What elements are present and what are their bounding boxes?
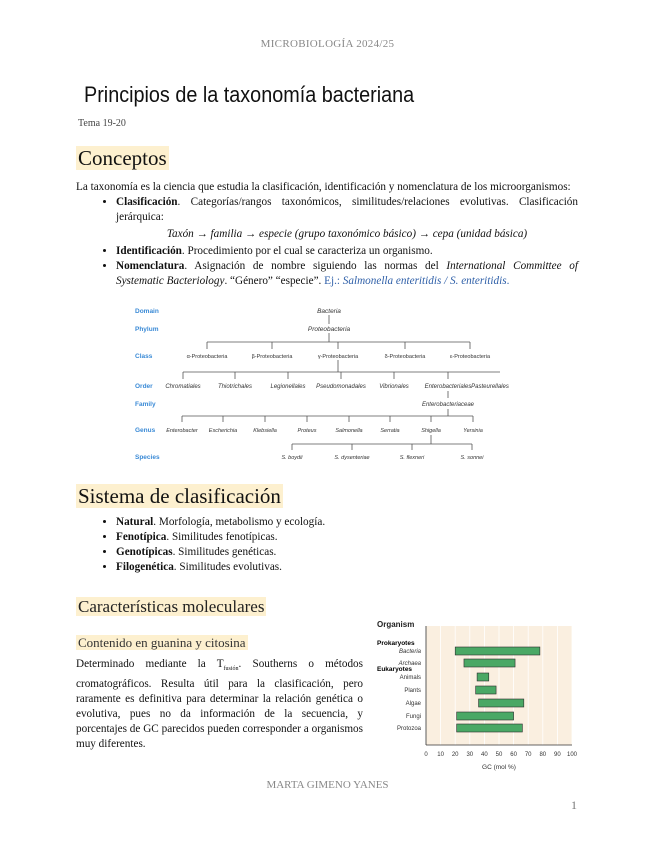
bar-archaea bbox=[464, 659, 515, 667]
x-tick-label: 60 bbox=[510, 752, 517, 758]
taxon-genus: Escherichia bbox=[208, 428, 238, 434]
x-tick-label: 100 bbox=[566, 752, 578, 758]
x-tick-label: 10 bbox=[437, 752, 444, 758]
taxon-order: Vibrionales bbox=[379, 384, 409, 390]
taxon-species: S. sonnei bbox=[460, 455, 484, 461]
group-label: Prokaryotes bbox=[377, 640, 415, 647]
x-axis-label: GC (mol %) bbox=[482, 764, 516, 771]
hierarchy-line: Taxón → familia → especie (grupo taxonómico básico) → cepa (unidad básica) bbox=[166, 228, 528, 240]
taxon-genus: Salmonella bbox=[335, 428, 363, 434]
section-heading-moleculares: Características moleculares bbox=[78, 597, 265, 616]
gc-content-chart bbox=[370, 612, 585, 772]
list-item: • Filogenética. Similitudes evolutivas. bbox=[116, 560, 578, 575]
taxon-class: γ-Proteobacteria bbox=[317, 354, 359, 360]
taxon-order: Pseudomonadales bbox=[316, 384, 366, 390]
x-tick-label: 40 bbox=[481, 752, 488, 758]
rank-label: Class bbox=[135, 353, 153, 360]
gc-paragraph: Determinado mediante la $T_{fusión}$. Southerns o métodos cromatográficos. Resulta útil para la clasificación, pero raramente es definitiva para determinar la relación genética o evolutiva, pues no da información de la secuencia, y porcentajes de GC parecidos pueden corresponder a organismos muy diferentes. bbox=[76, 658, 363, 751]
bar-animals bbox=[477, 673, 489, 681]
group-label: Eukaryotes bbox=[377, 666, 413, 673]
category-label: Plants bbox=[404, 688, 421, 694]
rank-label: Genus bbox=[135, 427, 156, 434]
taxon-order: Chromatiales bbox=[165, 384, 201, 390]
page-number: 1 bbox=[571, 798, 577, 812]
rank-label: Domain bbox=[135, 308, 159, 315]
taxon-genus: Yersinia bbox=[463, 428, 483, 434]
taxon-order: Thiotrichales bbox=[217, 384, 253, 390]
rank-label: Order bbox=[135, 383, 153, 390]
category-label: Animals bbox=[399, 675, 421, 681]
section-heading-conceptos: Conceptos bbox=[78, 146, 167, 170]
bar-bacteria bbox=[455, 647, 540, 655]
section-heading-sistema: Sistema de clasificación bbox=[78, 484, 281, 508]
list-item: • Identificación. Procedimiento por el cual se caracteriza un organismo. bbox=[116, 244, 578, 259]
list-item: • Genotípicas. Similitudes genéticas. bbox=[116, 545, 578, 560]
taxon-class: β-Proteobacteria bbox=[251, 354, 293, 360]
taxon-genus: Serratia bbox=[380, 428, 400, 434]
bar-plants bbox=[476, 686, 496, 694]
list-item: • Natural. Morfología, metabolismo y ecología. bbox=[116, 515, 578, 530]
taxonomy-diagram bbox=[120, 300, 510, 475]
taxon-order: Pasteurellales bbox=[471, 384, 509, 390]
taxon-genus: Proteus bbox=[297, 428, 317, 434]
taxon-order: Enterobacteriales bbox=[424, 384, 472, 390]
subsection-heading-gc: Contenido en guanina y citosina bbox=[78, 635, 246, 650]
x-tick-label: 0 bbox=[424, 752, 428, 758]
list-item: • Clasificación. Categorías/rangos taxonómicos, similitudes/relaciones evolutivas. Clasificación jerárquica: Taxón → familia → especie (grupo taxonómico básico) → cepa (unidad básica) bbox=[116, 195, 578, 242]
bar-algae bbox=[479, 699, 524, 707]
taxon-family: Enterobacteriaceae bbox=[421, 402, 475, 408]
taxon-class: ε-Proteobacteria bbox=[449, 354, 491, 360]
category-label: Bacteria bbox=[398, 649, 421, 655]
list-item: • Nomenclatura. Asignación de nombre siguiendo las normas del International Committee of Systematic Bacteriology. “Género” “especie”. Ej.: Salmonella enteritidis / S. enteritidis. bbox=[116, 259, 578, 289]
x-tick-label: 70 bbox=[524, 752, 532, 758]
intro-paragraph: La taxonomía es la ciencia que estudia la clasificación, identificación y nomenclatura de los microorganismos: bbox=[76, 181, 571, 193]
x-tick-label: 90 bbox=[554, 752, 561, 758]
x-tick-label: 50 bbox=[495, 752, 503, 758]
rank-label: Family bbox=[135, 401, 156, 408]
rank-label: Phylum bbox=[135, 326, 159, 333]
x-tick-label: 30 bbox=[466, 752, 474, 758]
category-label: Algae bbox=[405, 701, 421, 707]
category-label: Protozoa bbox=[396, 726, 421, 732]
list-item: • Fenotípica. Similitudes fenotípicas. bbox=[116, 530, 578, 545]
taxon-phylum: Proteobacteria bbox=[307, 326, 351, 333]
taxon-genus: Enterobacter bbox=[166, 428, 198, 434]
taxon-genus: Klebsiella bbox=[253, 428, 277, 434]
rank-label: Species bbox=[135, 454, 160, 461]
chart-title: Organism bbox=[377, 620, 415, 629]
page-header: MICROBIOLOGÍA 2024/25 bbox=[260, 38, 395, 50]
bar-fungi bbox=[457, 712, 514, 720]
category-label: Archaea bbox=[398, 661, 421, 667]
page-title: Principios de la taxonomía bacteriana bbox=[84, 82, 415, 107]
topic-label: Tema 19-20 bbox=[78, 118, 126, 129]
x-tick-label: 80 bbox=[539, 752, 547, 758]
taxon-order: Legionellales bbox=[270, 384, 306, 390]
conceptos-body bbox=[76, 180, 578, 289]
taxon-species: S. dysenteriae bbox=[334, 455, 370, 461]
bar-protozoa bbox=[457, 724, 523, 732]
page-footer: MARTA GIMENO YANES bbox=[266, 779, 389, 791]
taxon-species: S. flexneri bbox=[399, 455, 425, 461]
taxon-species: S. boydii bbox=[281, 455, 303, 461]
taxon-genus: Shigella bbox=[421, 428, 441, 434]
category-label: Fungi bbox=[405, 714, 421, 720]
taxon-domain: Bacteria bbox=[317, 308, 341, 315]
taxon-class: α-Proteobacteria bbox=[186, 354, 228, 360]
taxon-class: δ-Proteobacteria bbox=[384, 354, 426, 360]
x-tick-label: 20 bbox=[451, 752, 459, 758]
